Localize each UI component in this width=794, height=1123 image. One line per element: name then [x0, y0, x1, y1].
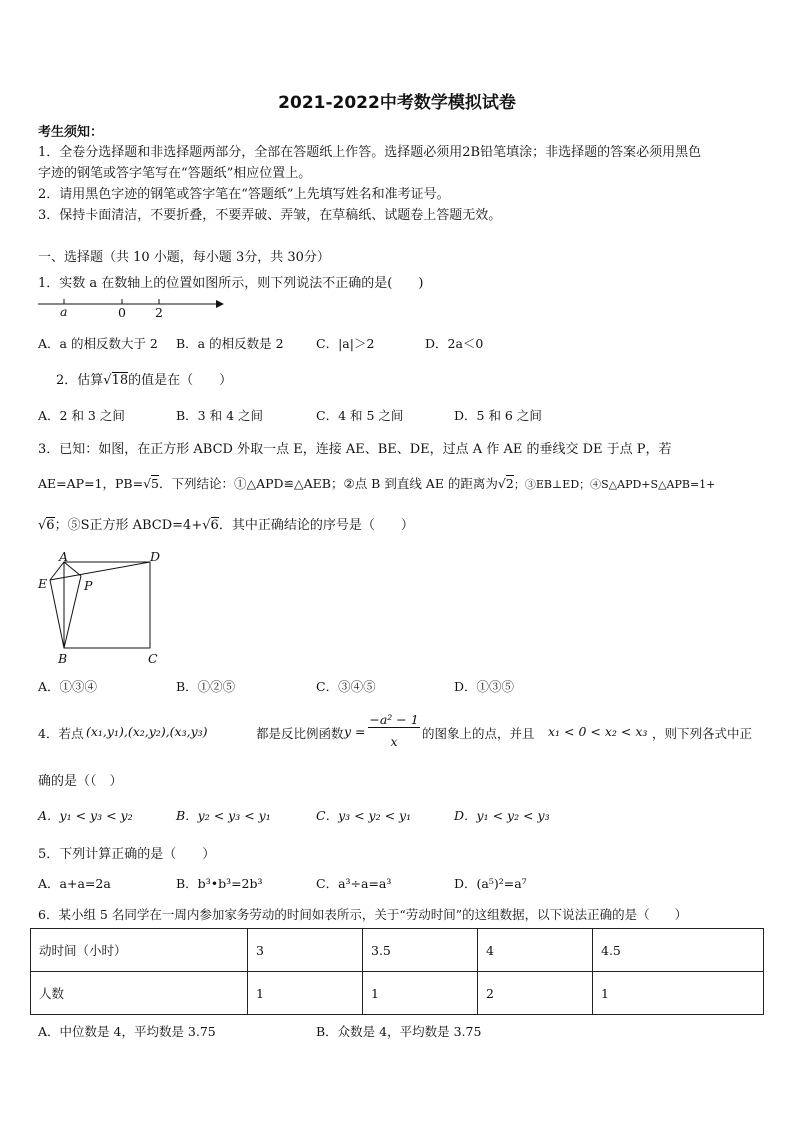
- q5-stem: 5．下列计算正确的是（ ）: [38, 847, 216, 862]
- q3-radicand-2: 2: [505, 476, 514, 491]
- q3-radicand-5: 5: [151, 476, 159, 491]
- notice-item-3: 3．保持卡面清洁，不要折叠，不要弄破、弄皱，在草稿纸、试题卷上答题无效。: [38, 208, 502, 223]
- q2-stem-post: 的值是在（ ）: [128, 373, 233, 388]
- q3-line2-b: ．下列结论：①△APD≌△AEB；②点 B 到直线 AE 的距离为: [158, 476, 498, 491]
- q1-stem: 1．实数 a 在数轴上的位置如图所示，则下列说法不正确的是( ): [38, 276, 424, 291]
- q2-stem-pre: 2．估算: [56, 373, 104, 388]
- square-figure: [38, 548, 178, 668]
- q4-denominator: x: [390, 734, 398, 749]
- q5-option-c[interactable]: C．a³÷a=a³: [316, 876, 392, 891]
- table-cell: 人数: [31, 972, 248, 1015]
- q1-option-b[interactable]: B．a 的相反数是 2: [176, 336, 284, 351]
- axis-label-a: a: [60, 304, 68, 319]
- q4-func-lhs: y =: [344, 724, 366, 739]
- page-title: 2021-2022中考数学模拟试卷: [278, 93, 516, 113]
- table-cell: 3.5: [363, 929, 478, 972]
- q2-radicand: 18: [111, 373, 129, 388]
- q4-stem-line2: 确的是（（ ）: [38, 774, 123, 789]
- table-cell: 2: [478, 972, 593, 1015]
- labor-time-table: [30, 928, 764, 1015]
- figure-label-a: A: [59, 549, 69, 564]
- notice-item-1b: 字迹的钢笔或答字笔写在“答题纸”相应位置上。: [38, 166, 312, 181]
- q3-line2-a: AE=AP=1，PB=: [38, 476, 144, 491]
- q3-stem-line1: 3．已知：如图，在正方形 ABCD 外取一点 E，连接 AE、BE、DE，过点 A 作 AE 的垂线交 DE 于点 P，若: [38, 442, 672, 457]
- axis-label-0: 0: [118, 305, 126, 320]
- q5-option-a[interactable]: A．a+a=2a: [38, 876, 111, 891]
- sqrt-symbol: √: [497, 476, 506, 491]
- q4-stem-post: ，则下列各式中正: [652, 726, 753, 741]
- q4-stem-mid: 都是反比例函数: [256, 726, 344, 741]
- notice-heading: 考生须知：: [38, 125, 104, 140]
- section-heading: 一、选择题（共 10 小题，每小题 3分，共 30分）: [38, 250, 330, 265]
- figure-label-d: D: [150, 549, 161, 564]
- q6-stem: 6．某小组 5 名同学在一周内参加家务劳动的时间如表所示，关于“劳动时间”的这组数据，以下说法正确的是（ ）: [38, 907, 688, 922]
- q6-option-a[interactable]: A．中位数是 4，平均数是 3.75: [38, 1024, 216, 1039]
- q1-option-a[interactable]: A．a 的相反数大于 2: [38, 336, 158, 351]
- q4-numerator: −a² − 1: [369, 712, 419, 727]
- sqrt-symbol: √: [38, 518, 47, 533]
- q2-option-d[interactable]: D．5 和 6 之间: [454, 408, 542, 423]
- table-row: [31, 972, 764, 1015]
- q4-stem-pre: 4．若点: [38, 726, 84, 741]
- q5-option-d[interactable]: D．(a⁵)²=a⁷: [454, 876, 527, 891]
- q1-option-c[interactable]: C．|a|＞2: [316, 336, 375, 351]
- number-line: [38, 296, 238, 322]
- q4-condition: x₁ < 0 < x₂ < x₃: [548, 724, 648, 739]
- sqrt-symbol: √: [103, 373, 112, 388]
- q3-stem-line3: [38, 514, 414, 533]
- q2-stem: [56, 369, 232, 388]
- q3-line2-c: ；③EB⊥ED；④S△APD+S△APB=1+: [513, 478, 716, 491]
- q5-option-b[interactable]: B．b³•b³=2b³: [176, 876, 263, 891]
- table-cell: 动时间（小时）: [31, 929, 248, 972]
- table-cell: 1: [593, 972, 764, 1015]
- table-cell: 3: [248, 929, 363, 972]
- q4-points: (x₁,y₁),(x₂,y₂),(x₃,y₃): [86, 724, 208, 739]
- sqrt-symbol: √: [202, 518, 211, 533]
- q3-radicand-6a: 6: [46, 518, 55, 533]
- q3-option-d[interactable]: D．①③⑤: [454, 679, 515, 694]
- q6-option-b[interactable]: B．众数是 4，平均数是 3.75: [316, 1024, 482, 1039]
- notice-item-2: 2．请用黑色字迹的钢笔或答字笔在“答题纸”上先填写姓名和准考证号。: [38, 187, 450, 202]
- q3-option-a[interactable]: A．①③④: [38, 679, 98, 694]
- axis-label-2: 2: [155, 305, 163, 320]
- q4-option-c[interactable]: C．y₃ < y₂ < y₁: [316, 808, 412, 823]
- q4-option-b[interactable]: B．y₂ < y₃ < y₁: [176, 808, 271, 823]
- figure-label-b: B: [58, 651, 68, 666]
- q3-line3-a: ；⑤S正方形 ABCD=4+: [54, 518, 203, 533]
- q3-option-b[interactable]: B．①②⑤: [176, 679, 236, 694]
- table-cell: 4.5: [593, 929, 764, 972]
- sqrt-symbol: √: [143, 476, 152, 491]
- q1-option-d[interactable]: D．2a＜0: [425, 336, 484, 351]
- q3-line3-b: ．其中正确结论的序号是（ ）: [218, 518, 414, 533]
- figure-label-e: E: [38, 576, 48, 591]
- q4-option-d[interactable]: D．y₁ < y₂ < y₃: [454, 808, 550, 823]
- q2-option-b[interactable]: B．3 和 4 之间: [176, 408, 264, 423]
- q4-option-a[interactable]: A．y₁ < y₃ < y₂: [38, 808, 133, 823]
- q3-stem-line2: [38, 474, 715, 492]
- q3-radicand-6b: 6: [210, 518, 219, 533]
- q2-option-c[interactable]: C．4 和 5 之间: [316, 408, 404, 423]
- table-cell: 4: [478, 929, 593, 972]
- figure-label-p: P: [84, 578, 93, 593]
- figure-label-c: C: [148, 651, 158, 666]
- table-cell: 1: [248, 972, 363, 1015]
- table-row: [31, 929, 764, 972]
- q2-option-a[interactable]: A．2 和 3 之间: [38, 408, 125, 423]
- table-cell: 1: [363, 972, 478, 1015]
- q4-stem-mid2: 的图象上的点，并且: [422, 726, 535, 741]
- q3-option-c[interactable]: C．③④⑤: [316, 679, 376, 694]
- notice-item-1a: 1．全卷分选择题和非选择题两部分，全部在答题纸上作答。选择题必须用2B铅笔填涂；非选择题的答案必须用黑色: [38, 145, 702, 160]
